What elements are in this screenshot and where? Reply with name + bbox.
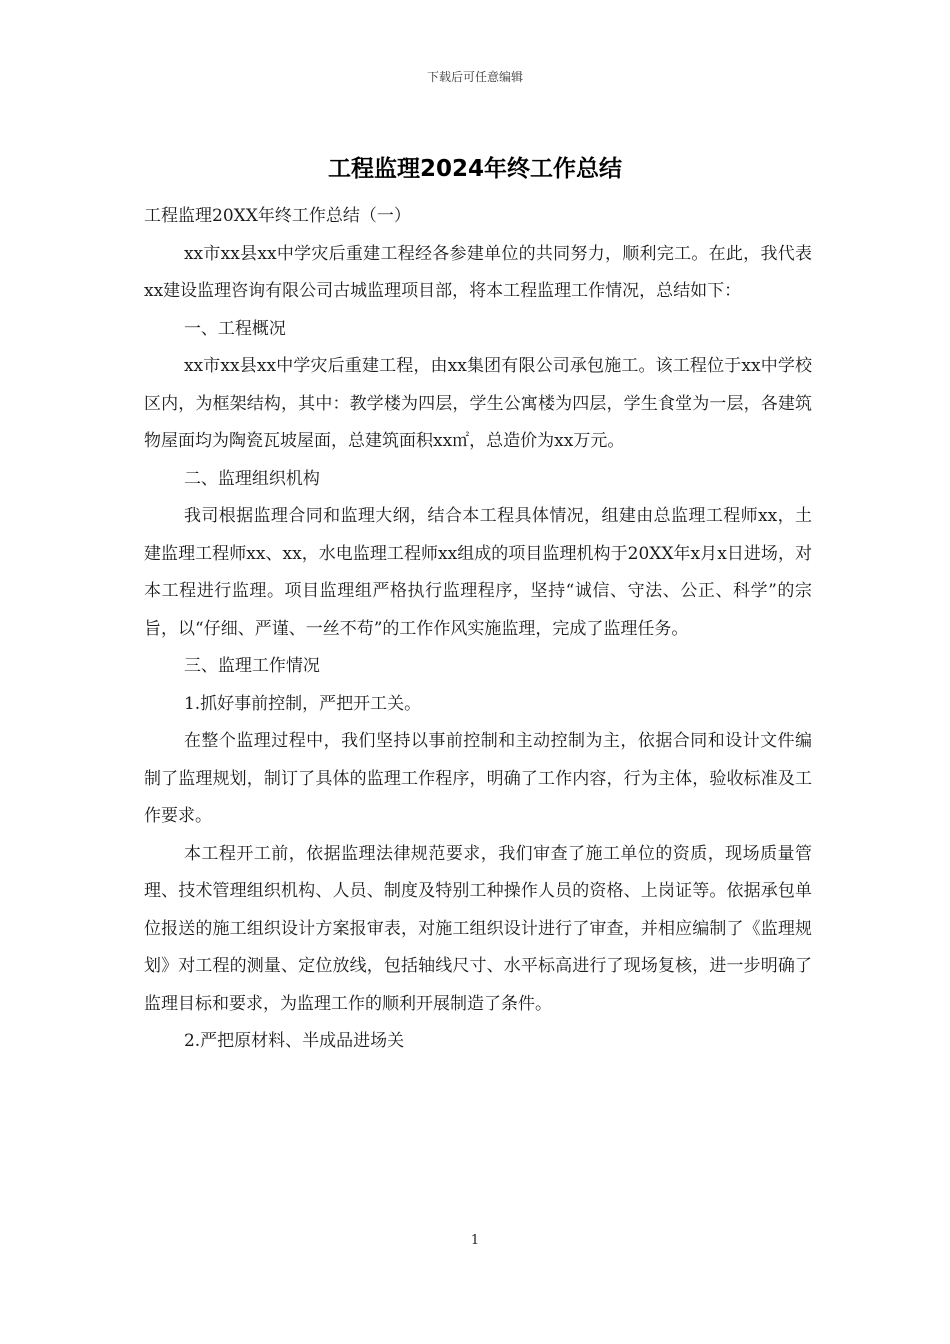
paragraph-pre-control: 在整个监理过程中，我们坚持以事前控制和主动控制为主，依据合同和设计文件编制了监理规划，制订了具体的监理工作程序，明确了工作内容，行为主体，验收标准及工作要求。 — [144, 731, 812, 826]
document-title: 工程监理2024年终工作总结 — [327, 156, 622, 182]
page-number: 1 — [470, 1233, 480, 1248]
paragraph-overview: xx市xx县xx中学灾后重建工程，由xx集团有限公司承包施工。该工程位于xx中学校区内，为框架结构，其中：教学楼为四层，学生公寓楼为四层，学生食堂为一层，各建筑物屋面均为陶瓷瓦坡屋面，总建筑面积xx㎡，总造价为xx万元。 — [144, 356, 812, 451]
section-heading-organization: 二、监理组织机构 — [183, 468, 320, 489]
document-body — [144, 198, 812, 1061]
subheading-materials: 2.严把原材料、半成品进场关 — [183, 1031, 405, 1051]
section-heading-work: 三、监理工作情况 — [183, 656, 320, 676]
paragraph-intro: xx市xx县xx中学灾后重建工程经各参建单位的共同努力，顺利完工。在此，我代表xx建设监理咨询有限公司古城监理项目部，将本工程监理工作情况，总结如下： — [144, 243, 812, 301]
paragraph-pre-construction: 本工程开工前，依据监理法律规范要求，我们审查了施工单位的资质，现场质量管理、技术管理组织机构、人员、制度及特别工种操作人员的资格、上岗证等。依据承包单位报送的施工组织设计方案报审表，对施工组织设计进行了审查，并相应编制了《监理规划》对工程的测量、定位放线，包括轴线尺寸、水平标高进行了现场复核，进一步明确了监理目标和要求，为监理工作的顺利开展制造了条件。 — [144, 843, 812, 1014]
page-header-note: 下载后可任意编辑 — [426, 70, 523, 84]
section-heading-overview: 一、工程概况 — [183, 318, 286, 339]
paragraph-organization: 我司根据监理合同和监理大纲，结合本工程具体情况，组建由总监理工程师xx，土建监理工程师xx、xx，水电监理工程师xx组成的项目监理机构于20XX年x月x日进场，对本工程进行监理。项目监理组严格执行监理程序，坚持“诚信、守法、公正、科学”的宗旨，以“仔细、严谨、一丝不苟”的工作作风实施监理，完成了监理任务。 — [144, 506, 812, 639]
paragraph-subtitle: 工程监理20XX年终工作总结（一） — [144, 206, 411, 226]
subheading-pre-control: 1.抓好事前控制，严把开工关。 — [183, 693, 422, 714]
